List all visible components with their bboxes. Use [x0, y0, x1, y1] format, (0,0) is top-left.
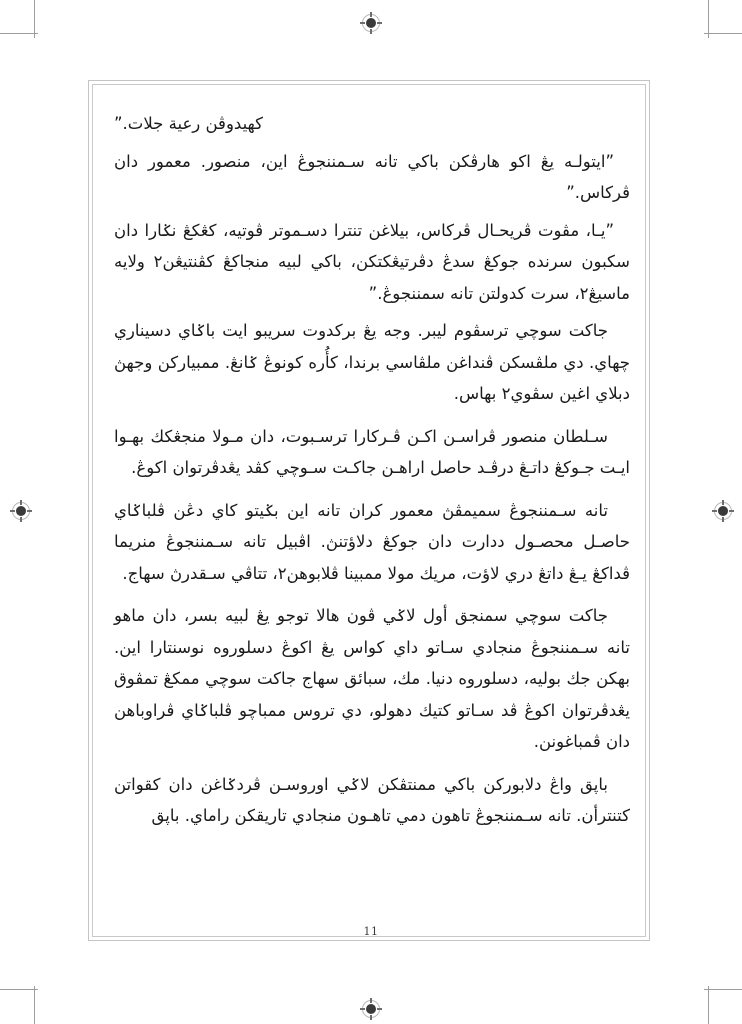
paragraph-continuation: كهيدوڤن رعية جلات.” [114, 114, 264, 133]
paragraph-narrative-3: تانه سـمننجوڠ سميمڤڽ معمور كران تانه اين بݢيتو كاي دڠن ڤلباݢاي حاصـل محصـول ددارت دان جوكڠ دلاؤتنڽ. اڤبيل تانه سـمننجوڠ منريما ڤداكڠ يـڠ داتڠ دري لاؤت، مريك مولا ممبينا ڤلابوهن٢، تتاڤي سـقدرڽ سهاج. [114, 500, 630, 583]
crop-mark-top-right-vertical [708, 0, 709, 38]
paragraph-narrative-2: سـلطان منصور ڤراسـن اكـن ڤـركارا ترسـبوت، دان مـولا منجڠكك بهـوا ايـت جـوكڠ داتـڠ درڤـد حاصل اراهـن جاكـت سـوچي كڤد يڠدڤرتوان اكوڠ. [114, 426, 630, 477]
registration-mark-bottom-icon [360, 998, 382, 1020]
page-number: 11 [363, 925, 379, 938]
crop-mark-bottom-left-vertical [34, 986, 35, 1024]
paragraph-narrative-4: جاكت سوچي سمنجق أول لاݢي ڤون هالا توجو يڠ لبيه بسر، دان ماهو تانه سـمننجوڠ منجادي سـاتو داي كواس يڠ اكوڠ دسلوروه نوسنتارا اين. بهكن جك بوليه، دسلوروه دنيا. مك، سبائق سهاج جاكت سوچي ممكڠ تمڤوق يڠدڤرتوان اكوڠ ڤد سـاتو كتيك دهولو، دي تروس ممباچو ڤلباݢاي ڤراوباهن دان ڤمباغونن. [114, 606, 630, 751]
paragraph-dialogue-1: ”ايتولـه يڠ اكو هارڤكن باكي تانه سـمننجوڠ اين، منصور. معمور دان ڤركاس.” [114, 151, 630, 202]
crop-mark-top-right-horizontal [704, 33, 742, 34]
registration-mark-right-icon [712, 500, 734, 522]
paragraph-dialogue-2: ”يـا، مڤوت ڤريحـال ڤركاس، بيلاغن تنترا دسـموتر ڤوتيه، كڠكڠ نݢارا دان سكبون سرنده جوكڠ سدڠ دڤرتيڠكتكن، باكي لبيه منجاكڠ كڤنتيڠن٢ ولايه ماسيڠ٢، سرت كدولتن تانه سمننجوڠ.” [114, 220, 630, 303]
registration-mark-left-icon [10, 500, 32, 522]
crop-mark-bottom-left-horizontal [0, 989, 38, 990]
crop-mark-bottom-right-vertical [708, 986, 709, 1024]
crop-mark-bottom-right-horizontal [704, 989, 742, 990]
paragraph-narrative-1: جاكت سوچي ترسڤوم ليبر. وجه يڠ بركدوت سريبو ايت باݢاي دسيناري چهاي. دي ملڤسكن ڤنداغن ملڤاسي برندا، كأُره كونوڠ ݢانڠ. ممبياركن وجهڽ دبلاي اغين سڤوي٢ بهاس. [114, 321, 630, 403]
page-text-block [114, 108, 630, 908]
crop-mark-top-left-horizontal [0, 33, 38, 34]
registration-mark-top-icon [360, 12, 382, 34]
crop-mark-top-left-vertical [34, 0, 35, 38]
paragraph-narrative-5: باڽق واڠ دلابوركن باكي ممنتڤكن لاݢي اوروسـن ڤردݢاغن دان كقواتن كتنترأن. تانه سـمننجوڠ تاهون دمي تاهـون منجادي تاريقكن راماي. باڽق [114, 774, 630, 825]
